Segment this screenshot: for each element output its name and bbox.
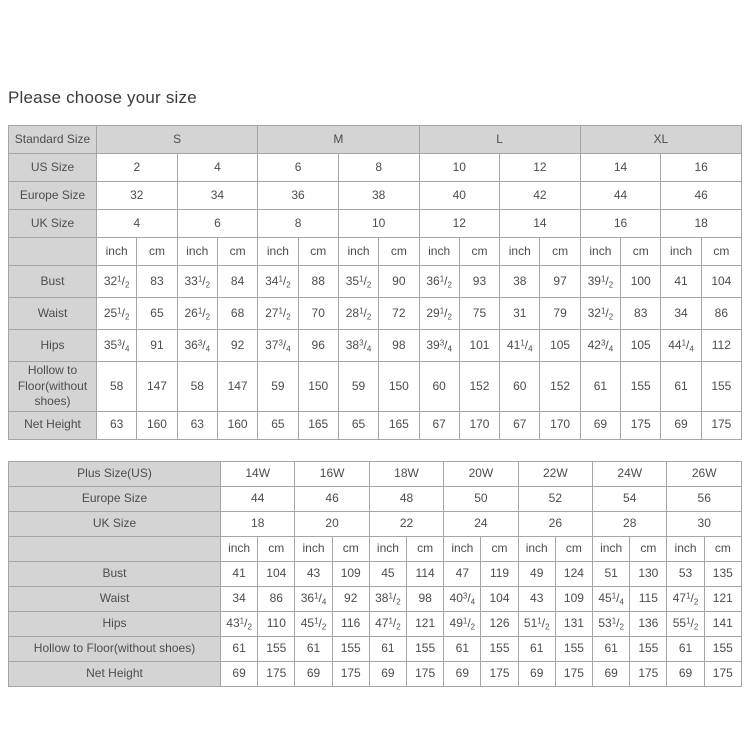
value-cell: 41 xyxy=(221,561,258,586)
value-cell: 91 xyxy=(137,330,177,362)
value-cell: 155 xyxy=(258,636,295,661)
value-cell: $38^1/_2$ xyxy=(369,586,406,611)
value-cell: $35^3/_4$ xyxy=(97,330,137,362)
value-cell: 34 xyxy=(661,298,701,330)
value-cell: $37^3/_4$ xyxy=(258,330,298,362)
value-cell: $40^3/_4$ xyxy=(444,586,481,611)
value-cell: 58 xyxy=(97,362,137,412)
value-cell: cm xyxy=(379,238,419,266)
value-cell: 130 xyxy=(630,561,667,586)
value-cell: $47^1/_2$ xyxy=(667,586,704,611)
row-label: Hips xyxy=(9,330,97,362)
value-cell: 61 xyxy=(580,362,620,412)
value-cell: $25^1/_2$ xyxy=(97,298,137,330)
value-cell: 83 xyxy=(137,266,177,298)
value-cell: 147 xyxy=(217,362,257,412)
value-cell: inch xyxy=(295,536,332,561)
standard-size-table xyxy=(8,125,742,440)
value-cell: 155 xyxy=(704,636,741,661)
value-cell: 54 xyxy=(593,486,667,511)
value-cell: inch xyxy=(661,238,701,266)
value-cell: 42 xyxy=(500,182,581,210)
value-cell: inch xyxy=(593,536,630,561)
value-cell: 61 xyxy=(369,636,406,661)
value-cell: 155 xyxy=(481,636,518,661)
value-cell: 47 xyxy=(444,561,481,586)
value-cell: 116 xyxy=(332,611,369,636)
value-cell: 65 xyxy=(338,411,378,439)
value-cell: 92 xyxy=(217,330,257,362)
value-cell: cm xyxy=(701,238,741,266)
value-cell: 160 xyxy=(137,411,177,439)
row-label: Bust xyxy=(9,266,97,298)
value-cell: 109 xyxy=(555,586,592,611)
value-cell: 63 xyxy=(177,411,217,439)
value-cell: 79 xyxy=(540,298,580,330)
size-header-cell: M xyxy=(258,126,419,154)
value-cell: $47^1/_2$ xyxy=(369,611,406,636)
value-cell: 40 xyxy=(419,182,500,210)
value-cell: 60 xyxy=(500,362,540,412)
value-cell: 155 xyxy=(630,636,667,661)
value-cell: 65 xyxy=(258,411,298,439)
row-label: Plus Size(US) xyxy=(9,461,221,486)
value-cell: 16W xyxy=(295,461,369,486)
value-cell: 119 xyxy=(481,561,518,586)
value-cell: inch xyxy=(667,536,704,561)
value-cell: 104 xyxy=(701,266,741,298)
table-row xyxy=(9,266,742,298)
value-cell: 104 xyxy=(481,586,518,611)
value-cell: 175 xyxy=(258,661,295,686)
value-cell: 101 xyxy=(459,330,499,362)
value-cell: 175 xyxy=(701,411,741,439)
value-cell: 46 xyxy=(661,182,742,210)
table-row xyxy=(9,561,742,586)
table-row xyxy=(9,298,742,330)
value-cell: 105 xyxy=(540,330,580,362)
value-cell: cm xyxy=(481,536,518,561)
value-cell: 152 xyxy=(540,362,580,412)
value-cell: inch xyxy=(419,238,459,266)
value-cell: 10 xyxy=(419,154,500,182)
table-row xyxy=(9,636,742,661)
value-cell: $38^3/_4$ xyxy=(338,330,378,362)
value-cell: 44 xyxy=(221,486,295,511)
value-cell: 61 xyxy=(661,362,701,412)
value-cell: 175 xyxy=(555,661,592,686)
value-cell: 56 xyxy=(667,486,742,511)
value-cell: 18 xyxy=(221,511,295,536)
value-cell: $44^1/_4$ xyxy=(661,330,701,362)
value-cell: inch xyxy=(338,238,378,266)
value-cell: 67 xyxy=(419,411,459,439)
value-cell: 53 xyxy=(667,561,704,586)
table-row xyxy=(9,611,742,636)
value-cell: inch xyxy=(221,536,258,561)
value-cell: 20W xyxy=(444,461,518,486)
value-cell: 100 xyxy=(621,266,661,298)
value-cell: $49^1/_2$ xyxy=(444,611,481,636)
size-header-cell: L xyxy=(419,126,580,154)
row-label: Hollow to Floor(without shoes) xyxy=(9,636,221,661)
value-cell: $26^1/_2$ xyxy=(177,298,217,330)
value-cell: 121 xyxy=(704,586,741,611)
value-cell: 150 xyxy=(298,362,338,412)
table-row xyxy=(9,486,742,511)
value-cell: 68 xyxy=(217,298,257,330)
value-cell: $33^1/_2$ xyxy=(177,266,217,298)
table-row xyxy=(9,182,742,210)
row-label: Europe Size xyxy=(9,182,97,210)
value-cell: 175 xyxy=(481,661,518,686)
value-cell: 69 xyxy=(580,411,620,439)
value-cell: 22W xyxy=(518,461,592,486)
plus-size-table xyxy=(8,461,742,687)
value-cell: cm xyxy=(407,536,444,561)
value-cell: 170 xyxy=(459,411,499,439)
value-cell: $29^1/_2$ xyxy=(419,298,459,330)
value-cell: $27^1/_2$ xyxy=(258,298,298,330)
value-cell: 16 xyxy=(580,210,661,238)
value-cell: 38 xyxy=(500,266,540,298)
value-cell: cm xyxy=(137,238,177,266)
value-cell: 30 xyxy=(667,511,742,536)
value-cell: $35^1/_2$ xyxy=(338,266,378,298)
value-cell: cm xyxy=(332,536,369,561)
value-cell: 28 xyxy=(593,511,667,536)
table-row xyxy=(9,461,742,486)
value-cell: 155 xyxy=(621,362,661,412)
value-cell: 8 xyxy=(258,210,339,238)
value-cell: 126 xyxy=(481,611,518,636)
standard-size-grid xyxy=(8,125,742,440)
row-label: Waist xyxy=(9,586,221,611)
value-cell: 6 xyxy=(258,154,339,182)
size-header-cell: XL xyxy=(580,126,741,154)
value-cell: 61 xyxy=(444,636,481,661)
value-cell: 160 xyxy=(217,411,257,439)
value-cell: cm xyxy=(217,238,257,266)
value-cell: 112 xyxy=(701,330,741,362)
value-cell: 22 xyxy=(369,511,443,536)
value-cell: 105 xyxy=(621,330,661,362)
row-label: Bust xyxy=(9,561,221,586)
row-label: Standard Size xyxy=(9,126,97,154)
value-cell: 59 xyxy=(338,362,378,412)
value-cell: $34^1/_2$ xyxy=(258,266,298,298)
value-cell: 14W xyxy=(221,461,295,486)
plus-size-grid xyxy=(8,461,742,687)
value-cell: $36^3/_4$ xyxy=(177,330,217,362)
value-cell: 6 xyxy=(177,210,258,238)
value-cell: 72 xyxy=(379,298,419,330)
value-cell: 24 xyxy=(444,511,518,536)
value-cell: $53^1/_2$ xyxy=(593,611,630,636)
value-cell: 69 xyxy=(369,661,406,686)
value-cell: inch xyxy=(258,238,298,266)
row-label: Europe Size xyxy=(9,486,221,511)
value-cell: 131 xyxy=(555,611,592,636)
value-cell: 18 xyxy=(661,210,742,238)
value-cell: inch xyxy=(97,238,137,266)
value-cell: $43^1/_2$ xyxy=(221,611,258,636)
value-cell: 2 xyxy=(97,154,178,182)
value-cell: 175 xyxy=(407,661,444,686)
value-cell: 63 xyxy=(97,411,137,439)
value-cell: 44 xyxy=(580,182,661,210)
value-cell: 69 xyxy=(661,411,701,439)
value-cell: 69 xyxy=(593,661,630,686)
value-cell: inch xyxy=(580,238,620,266)
row-label: Net Height xyxy=(9,661,221,686)
value-cell: 69 xyxy=(667,661,704,686)
value-cell: 98 xyxy=(407,586,444,611)
row-label: Hips xyxy=(9,611,221,636)
value-cell: 36 xyxy=(258,182,339,210)
value-cell: $55^1/_2$ xyxy=(667,611,704,636)
value-cell: 34 xyxy=(221,586,258,611)
value-cell: inch xyxy=(444,536,481,561)
value-cell: $28^1/_2$ xyxy=(338,298,378,330)
value-cell: 165 xyxy=(379,411,419,439)
value-cell: 75 xyxy=(459,298,499,330)
table-row xyxy=(9,126,742,154)
value-cell: 4 xyxy=(177,154,258,182)
value-cell: 136 xyxy=(630,611,667,636)
value-cell: 96 xyxy=(298,330,338,362)
value-cell: 38 xyxy=(338,182,419,210)
value-cell: cm xyxy=(459,238,499,266)
row-label xyxy=(9,536,221,561)
value-cell: 155 xyxy=(332,636,369,661)
value-cell: 4 xyxy=(97,210,178,238)
value-cell: 141 xyxy=(704,611,741,636)
value-cell: 155 xyxy=(555,636,592,661)
value-cell: cm xyxy=(704,536,741,561)
value-cell: 49 xyxy=(518,561,555,586)
value-cell: $32^1/_2$ xyxy=(580,298,620,330)
value-cell: 59 xyxy=(258,362,298,412)
table-row xyxy=(9,411,742,439)
size-header-cell: S xyxy=(97,126,258,154)
value-cell: 135 xyxy=(704,561,741,586)
value-cell: 24W xyxy=(593,461,667,486)
value-cell: 121 xyxy=(407,611,444,636)
value-cell: 58 xyxy=(177,362,217,412)
value-cell: 114 xyxy=(407,561,444,586)
row-label: Hollow to Floor(without shoes) xyxy=(9,362,97,412)
table-row xyxy=(9,330,742,362)
value-cell: 104 xyxy=(258,561,295,586)
value-cell: 90 xyxy=(379,266,419,298)
value-cell: 14 xyxy=(500,210,581,238)
value-cell: 83 xyxy=(621,298,661,330)
value-cell: 10 xyxy=(338,210,419,238)
value-cell: 61 xyxy=(593,636,630,661)
row-label: UK Size xyxy=(9,511,221,536)
value-cell: 150 xyxy=(379,362,419,412)
value-cell: cm xyxy=(621,238,661,266)
value-cell: 115 xyxy=(630,586,667,611)
value-cell: 61 xyxy=(518,636,555,661)
value-cell: cm xyxy=(258,536,295,561)
value-cell: 124 xyxy=(555,561,592,586)
value-cell: $45^1/_4$ xyxy=(593,586,630,611)
value-cell: $39^1/_2$ xyxy=(580,266,620,298)
value-cell: 155 xyxy=(407,636,444,661)
value-cell: 86 xyxy=(258,586,295,611)
value-cell: 69 xyxy=(221,661,258,686)
value-cell: 155 xyxy=(701,362,741,412)
table-row xyxy=(9,362,742,412)
value-cell: inch xyxy=(177,238,217,266)
value-cell: inch xyxy=(500,238,540,266)
row-label: US Size xyxy=(9,154,97,182)
row-label: Waist xyxy=(9,298,97,330)
value-cell: 109 xyxy=(332,561,369,586)
value-cell: 26 xyxy=(518,511,592,536)
value-cell: 60 xyxy=(419,362,459,412)
value-cell: $41^1/_4$ xyxy=(500,330,540,362)
value-cell: 84 xyxy=(217,266,257,298)
row-label: UK Size xyxy=(9,210,97,238)
value-cell: 70 xyxy=(298,298,338,330)
value-cell: 51 xyxy=(593,561,630,586)
value-cell: cm xyxy=(555,536,592,561)
value-cell: 14 xyxy=(580,154,661,182)
value-cell: 175 xyxy=(704,661,741,686)
value-cell: $51^1/_2$ xyxy=(518,611,555,636)
value-cell: 97 xyxy=(540,266,580,298)
table-row xyxy=(9,511,742,536)
row-label: Net Height xyxy=(9,411,97,439)
value-cell: 110 xyxy=(258,611,295,636)
value-cell: 69 xyxy=(518,661,555,686)
value-cell: cm xyxy=(630,536,667,561)
value-cell: 69 xyxy=(295,661,332,686)
value-cell: 48 xyxy=(369,486,443,511)
page-title: Please choose your size xyxy=(8,88,197,107)
value-cell: 8 xyxy=(338,154,419,182)
value-cell: 175 xyxy=(621,411,661,439)
value-cell: 175 xyxy=(630,661,667,686)
table-row xyxy=(9,154,742,182)
value-cell: 93 xyxy=(459,266,499,298)
value-cell: $42^3/_4$ xyxy=(580,330,620,362)
value-cell: 52 xyxy=(518,486,592,511)
value-cell: 147 xyxy=(137,362,177,412)
value-cell: 32 xyxy=(97,182,178,210)
value-cell: 65 xyxy=(137,298,177,330)
value-cell: 98 xyxy=(379,330,419,362)
table-row xyxy=(9,238,742,266)
value-cell: 67 xyxy=(500,411,540,439)
value-cell: $45^1/_2$ xyxy=(295,611,332,636)
value-cell: 61 xyxy=(667,636,704,661)
value-cell: 31 xyxy=(500,298,540,330)
value-cell: cm xyxy=(540,238,580,266)
row-label xyxy=(9,238,97,266)
value-cell: 86 xyxy=(701,298,741,330)
value-cell: 45 xyxy=(369,561,406,586)
table-row xyxy=(9,661,742,686)
value-cell: 69 xyxy=(444,661,481,686)
value-cell: 26W xyxy=(667,461,742,486)
table-row xyxy=(9,586,742,611)
value-cell: 43 xyxy=(518,586,555,611)
value-cell: 88 xyxy=(298,266,338,298)
value-cell: 92 xyxy=(332,586,369,611)
value-cell: cm xyxy=(298,238,338,266)
value-cell: 165 xyxy=(298,411,338,439)
table-row xyxy=(9,536,742,561)
value-cell: 170 xyxy=(540,411,580,439)
value-cell: 152 xyxy=(459,362,499,412)
value-cell: 43 xyxy=(295,561,332,586)
value-cell: 34 xyxy=(177,182,258,210)
value-cell: $36^1/_4$ xyxy=(295,586,332,611)
value-cell: 41 xyxy=(661,266,701,298)
value-cell: 18W xyxy=(369,461,443,486)
value-cell: 20 xyxy=(295,511,369,536)
table-row xyxy=(9,210,742,238)
value-cell: 16 xyxy=(661,154,742,182)
value-cell: 61 xyxy=(221,636,258,661)
value-cell: $32^1/_2$ xyxy=(97,266,137,298)
value-cell: $36^1/_2$ xyxy=(419,266,459,298)
value-cell: inch xyxy=(518,536,555,561)
value-cell: inch xyxy=(369,536,406,561)
value-cell: 12 xyxy=(419,210,500,238)
value-cell: $39^3/_4$ xyxy=(419,330,459,362)
value-cell: 46 xyxy=(295,486,369,511)
value-cell: 12 xyxy=(500,154,581,182)
value-cell: 175 xyxy=(332,661,369,686)
value-cell: 61 xyxy=(295,636,332,661)
value-cell: 50 xyxy=(444,486,518,511)
